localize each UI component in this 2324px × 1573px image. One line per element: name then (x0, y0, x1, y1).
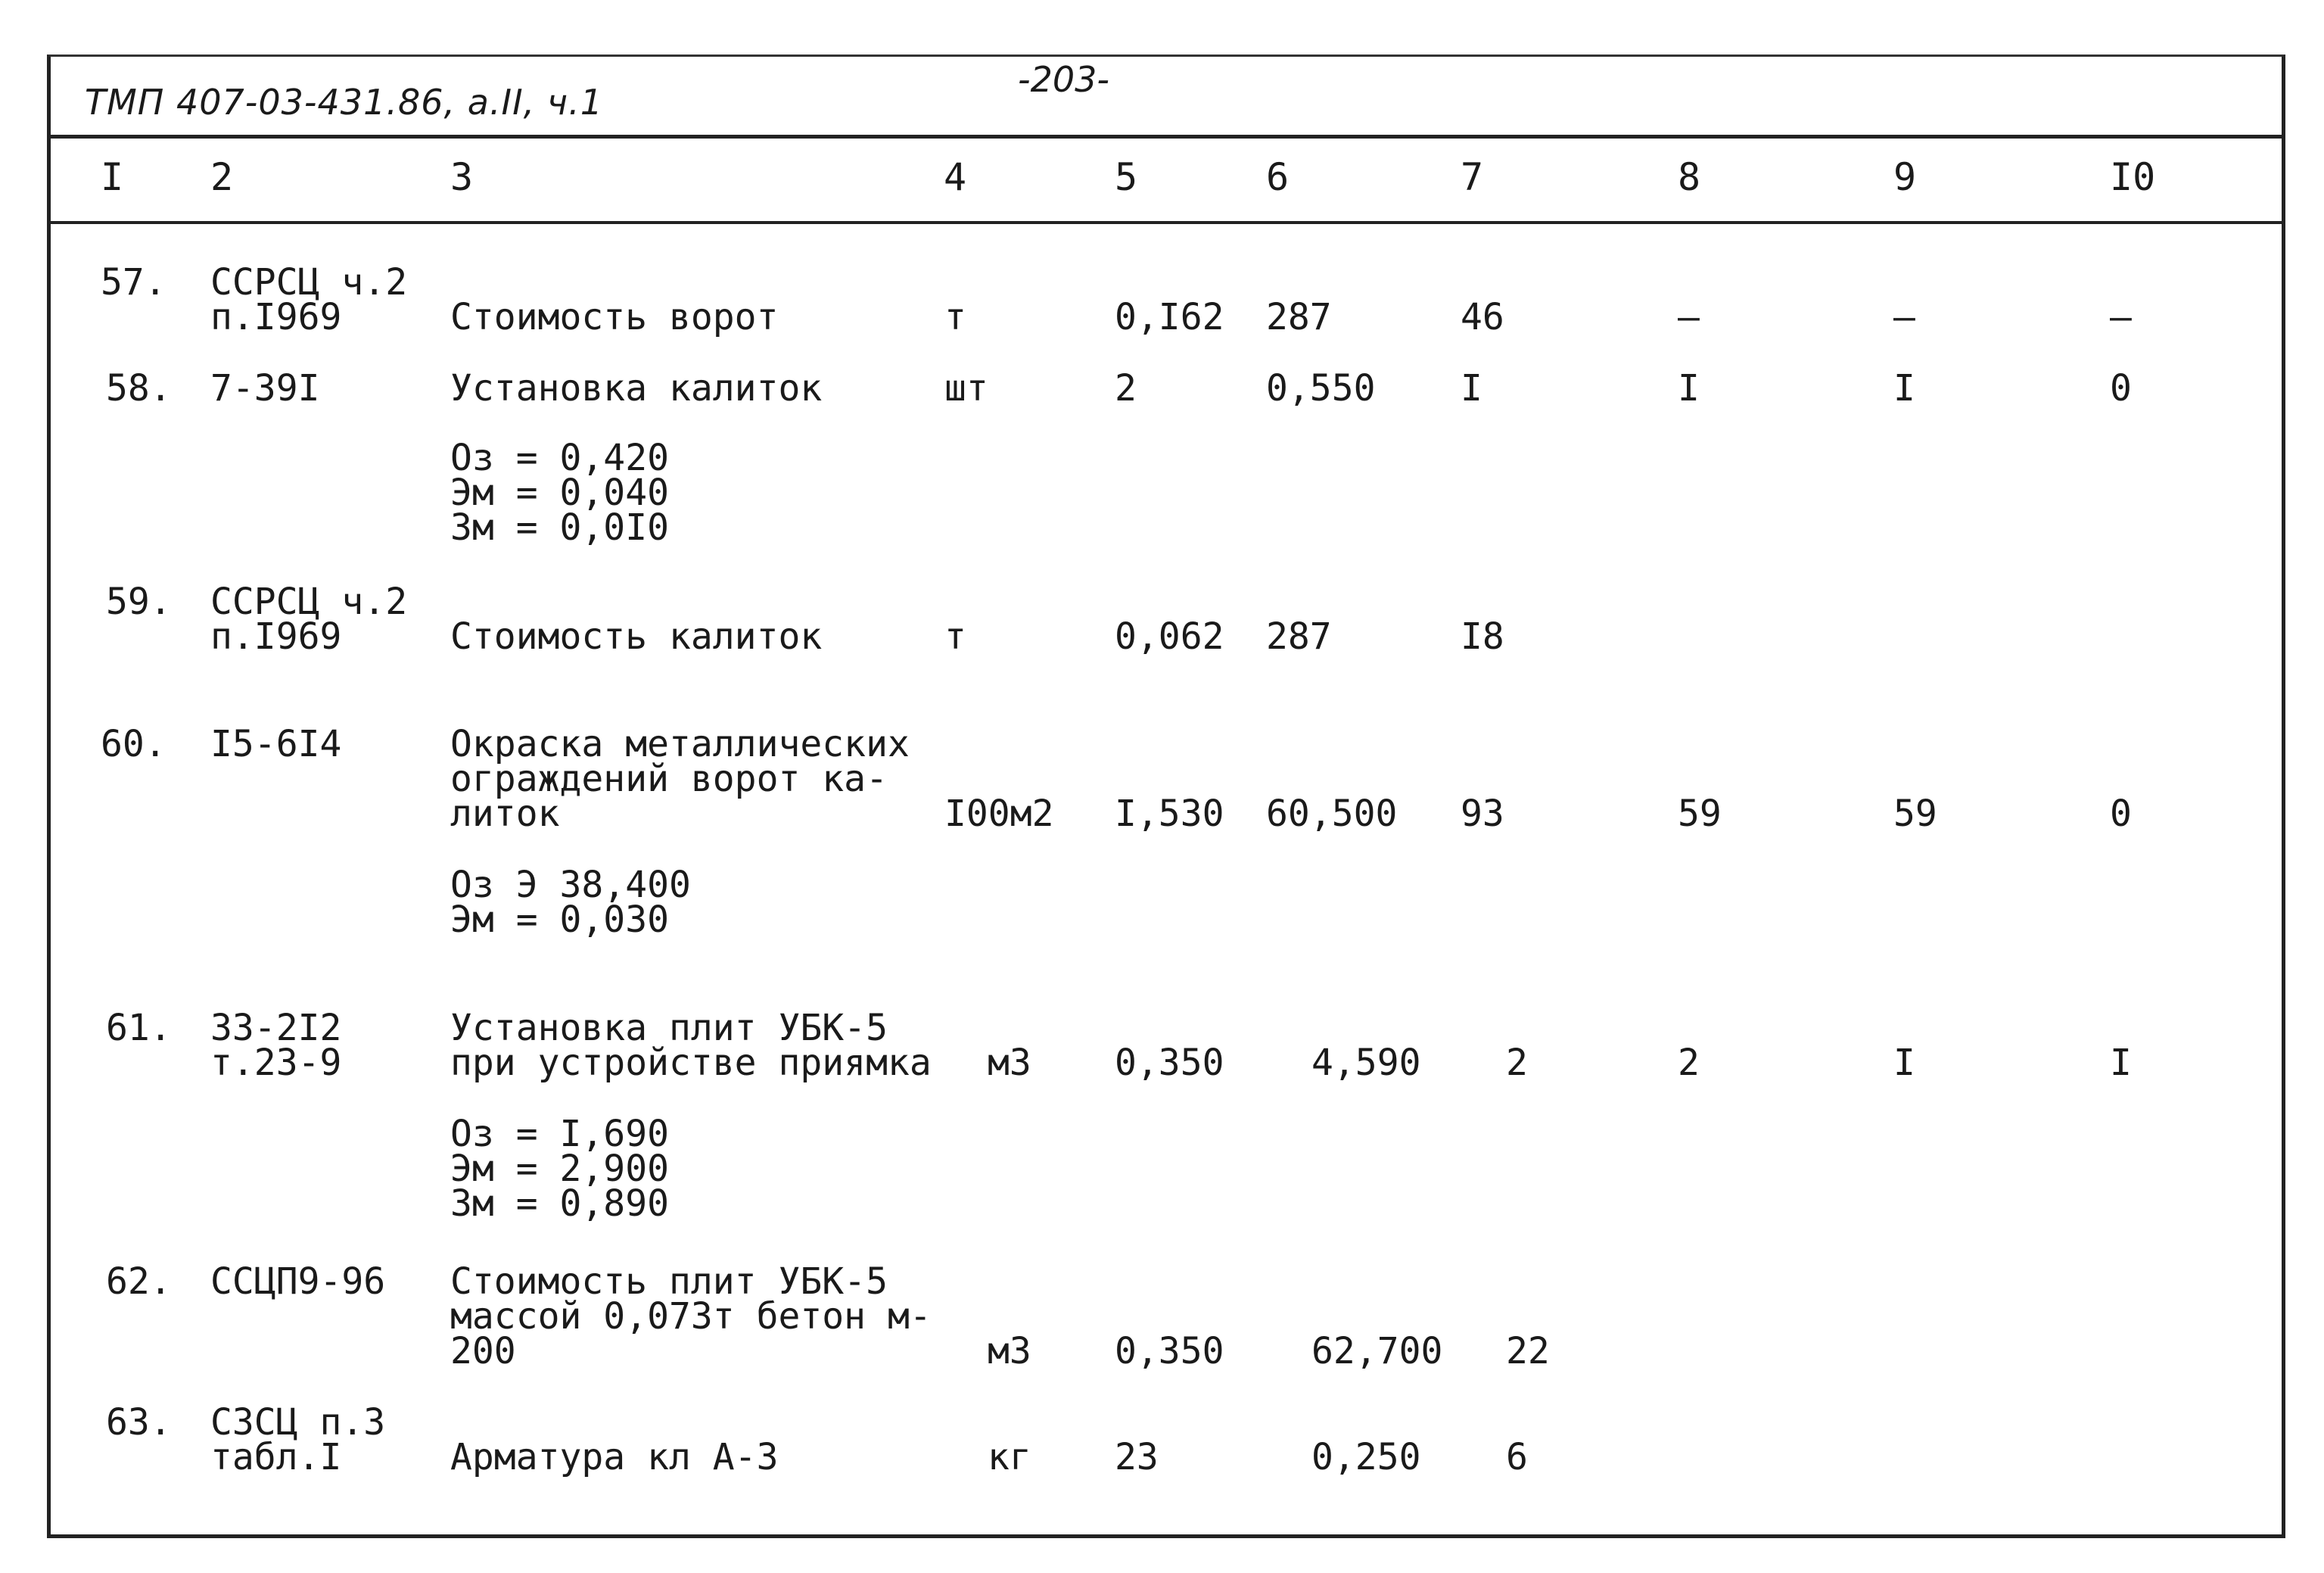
row-notes: Оз = 0,420 Эм = 0,040 Зм = 0,0I0 (450, 437, 669, 549)
row-quantity: 0,350 (1115, 1042, 1224, 1084)
row-reference: 33-2I2 т.23-9 (210, 1007, 342, 1084)
column-header-10: I0 (2110, 155, 2156, 199)
row-reference: СЗСЦ п.3 табл.I (210, 1401, 386, 1478)
column-header-9: 9 (1893, 155, 1917, 199)
row-quantity: 23 (1115, 1436, 1159, 1478)
row-total: 2 (1506, 1042, 1528, 1084)
column-header-3: 3 (450, 155, 474, 199)
row-quantity: 0,062 (1115, 615, 1224, 658)
row-price: 287 (1266, 296, 1332, 338)
row-col10: 0 (2110, 793, 2132, 835)
row-reference: 7-39I (210, 367, 320, 410)
row-description: Установка калиток (450, 367, 823, 410)
row-number: 61. (106, 1007, 172, 1049)
row-price: 62,700 (1311, 1330, 1443, 1372)
row-notes: Оз = I,690 Эм = 2,900 Зм = 0,890 (450, 1113, 669, 1225)
row-quantity: I,530 (1115, 793, 1224, 835)
column-header-4: 4 (944, 155, 967, 199)
column-header-rule (47, 221, 2285, 224)
row-total: 93 (1461, 793, 1504, 835)
row-unit: кг (988, 1436, 1031, 1478)
row-col10: – (2110, 296, 2132, 338)
row-number: 57. (101, 261, 166, 304)
row-total: 22 (1506, 1330, 1550, 1372)
row-col10: I (2110, 1042, 2132, 1084)
row-number: 62. (106, 1260, 172, 1303)
row-number: 58. (106, 367, 172, 410)
row-number: 63. (106, 1401, 172, 1444)
row-notes: Оз Э 38,400 Эм = 0,030 (450, 864, 691, 941)
row-total: I (1461, 367, 1482, 410)
row-unit: м3 (988, 1042, 1031, 1084)
row-col10: 0 (2110, 367, 2132, 410)
row-reference: ССЦП9-96 (210, 1260, 386, 1303)
row-total: I8 (1461, 615, 1504, 658)
row-description: Арматура кл А-3 (450, 1436, 779, 1478)
row-description: Стоимость калиток (450, 615, 823, 658)
row-number: 59. (106, 581, 172, 623)
row-col8: 2 (1678, 1042, 1700, 1084)
column-header-7: 7 (1461, 155, 1484, 199)
row-price: 60,500 (1266, 793, 1398, 835)
row-total: 6 (1506, 1436, 1528, 1478)
row-reference: I5-6I4 (210, 723, 342, 765)
row-quantity: 0,350 (1115, 1330, 1224, 1372)
row-unit: т (944, 615, 966, 658)
row-quantity: 0,I62 (1115, 296, 1224, 338)
header-rule (47, 135, 2285, 139)
row-col8: – (1678, 296, 1700, 338)
row-col9: – (1893, 296, 1915, 338)
row-description: Стоимость плит УБК-5 массой 0,073т бетон м- 200 (450, 1260, 932, 1372)
column-header-2: 2 (210, 155, 234, 199)
row-price: 4,590 (1311, 1042, 1421, 1084)
row-total: 46 (1461, 296, 1504, 338)
column-header-1: I (101, 155, 124, 199)
page-number: -203- (1018, 59, 1109, 100)
column-header-8: 8 (1678, 155, 1701, 199)
row-col9: I (1893, 367, 1915, 410)
row-price: 0,250 (1311, 1436, 1421, 1478)
row-description: Установка плит УБК-5 при устройстве приямка (450, 1007, 932, 1084)
row-col9: 59 (1893, 793, 1937, 835)
row-unit: т (944, 296, 966, 338)
row-price: 0,550 (1266, 367, 1376, 410)
row-unit: шт (944, 367, 988, 410)
document-code: ТМП 407-03-431.86, а.II, ч.1 (85, 82, 603, 123)
column-header-6: 6 (1266, 155, 1290, 199)
row-unit: м3 (988, 1330, 1031, 1372)
column-header-5: 5 (1115, 155, 1138, 199)
row-description: Окраска металлических ограждений ворот ка- литок (450, 723, 910, 835)
row-quantity: 2 (1115, 367, 1137, 410)
row-col9: I (1893, 1042, 1915, 1084)
row-col8: I (1678, 367, 1700, 410)
row-number: 60. (101, 723, 166, 765)
row-unit: I00м2 (944, 793, 1054, 835)
row-price: 287 (1266, 615, 1332, 658)
row-description: Стоимость ворот (450, 296, 779, 338)
row-reference: ССРСЦ ч.2 п.I969 (210, 581, 408, 658)
row-reference: ССРСЦ ч.2 п.I969 (210, 261, 408, 338)
row-col8: 59 (1678, 793, 1722, 835)
